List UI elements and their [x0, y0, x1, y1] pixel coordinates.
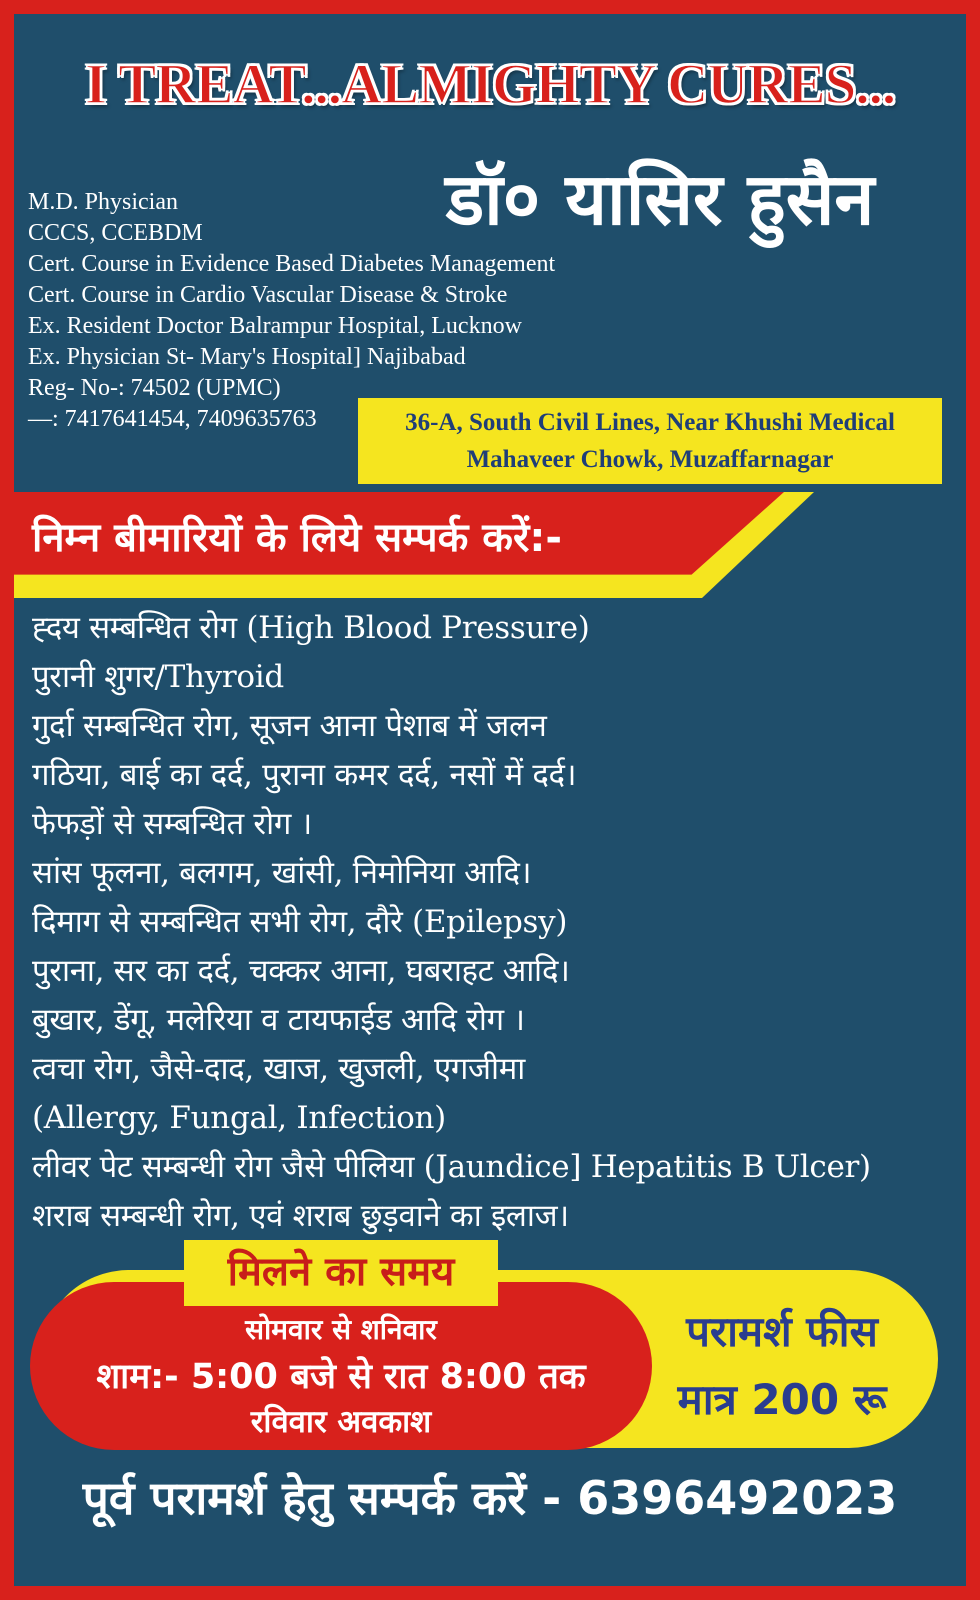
disease-item: गठिया, बाई का दर्द, पुराना कमर दर्द, नसों में दर्द।	[32, 757, 577, 793]
qualification-item: Cert. Course in Cardio Vascular Disease & Stroke	[28, 282, 508, 308]
timing-title: मिलने का समय	[227, 1249, 455, 1295]
disease-item: (Allergy, Fungal, Infection)	[32, 1100, 446, 1136]
disease-item: शराब सम्बन्धी रोग, एवं शराब छुड़वाने का इलाज।	[32, 1198, 569, 1234]
qualification-item: Cert. Course in Evidence Based Diabetes Management	[28, 251, 556, 277]
disease-list	[32, 604, 962, 1241]
qualification-item: Reg- No-: 74502 (UPMC)	[28, 375, 281, 401]
headline: I TREAT...ALMIGHTY CURES...	[84, 53, 896, 116]
fee-label: परामर्श फीस	[686, 1307, 878, 1356]
disease-item: लीवर पेट सम्बन्धी रोग जैसे पीलिया (Jaundice] Hepatitis B Ulcer)	[32, 1149, 871, 1185]
disease-item: पुराना, सर का दर्द, चक्कर आना, घबराहट आदि।	[32, 953, 570, 989]
doctor-name: डॉ० यासिर हुसैन	[445, 157, 875, 241]
fee-amount: मात्र 200 रू	[677, 1375, 887, 1424]
qualification-item: CCCS, CCEBDM	[28, 220, 203, 246]
qualification-item: Ex. Physician St- Mary's Hospital] Najibabad	[28, 344, 466, 370]
address-line-1: 36-A, South Civil Lines, Near Khushi Medical	[405, 409, 895, 436]
footer-contact: पूर्व परामर्श हेतु सम्पर्क करें - 6396492023	[82, 1471, 898, 1525]
timing-holiday: रविवार अवकाश	[250, 1404, 432, 1440]
disease-item: गुर्दा सम्बन्धित रोग, सूजन आना पेशाब में जलन	[32, 708, 547, 744]
disease-item: बुखार, डेंगू, मलेरिया व टायफाईड आदि रोग ।	[32, 1002, 525, 1038]
timing-hours: शाम:- 5:00 बजे से रात 8:00 तक	[96, 1357, 586, 1397]
disease-item: पुरानी शुगर/Thyroid	[32, 659, 284, 695]
qualification-item: M.D. Physician	[28, 189, 178, 215]
phone-numbers: —: 7417641454, 7409635763	[28, 406, 317, 432]
disease-item: त्वचा रोग, जैसे-दाद, खाज, खुजली, एगजीमा	[32, 1051, 525, 1087]
disease-item: सांस फूलना, बलगम, खांसी, निमोनिया आदि।	[32, 855, 532, 891]
address-line-2: Mahaveer Chowk, Muzaffarnagar	[466, 446, 834, 473]
disease-item: ह्दय सम्बन्धित रोग (High Blood Pressure)	[32, 610, 590, 646]
timing-days: सोमवार से शनिवार	[245, 1313, 437, 1346]
address-box	[358, 398, 942, 484]
contact-banner-text: निम्न बीमारियों के लिये सम्पर्क करें:-	[32, 515, 562, 561]
disease-item: फेफड़ों से सम्बन्धित रोग ।	[32, 806, 312, 842]
disease-item: दिमाग से सम्बन्धित सभी रोग, दौरे (Epilepsy)	[32, 904, 568, 940]
qualification-item: Ex. Resident Doctor Balrampur Hospital, Lucknow	[28, 313, 522, 339]
